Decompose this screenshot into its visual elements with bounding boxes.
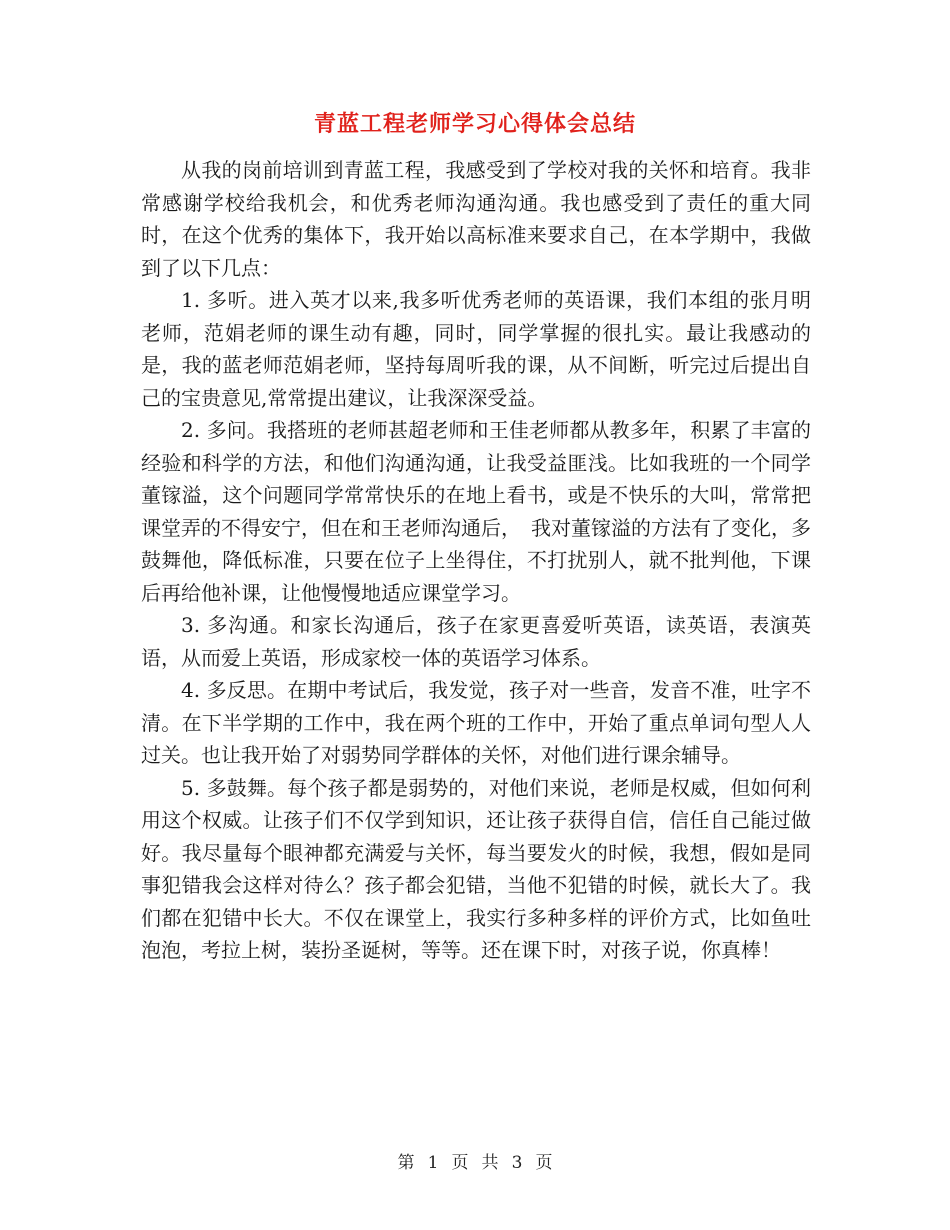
page-number-footer	[0, 1151, 950, 1175]
footer-current-page: 1	[427, 1153, 439, 1173]
point-listen-paragraph: 1. 多听。进入英才以来,我多听优秀老师的英语课，我们本组的张月明老师，范娟老师的课生动有趣，同时，同学掌握的很扎实。最让我感动的是，我的蓝老师范娟老师，坚持每周听我的课，从不间断，听完过后提出自己的宝贵意见,常常提出建议，让我深深受益。	[141, 288, 811, 410]
footer-total-pages: 3	[511, 1153, 523, 1173]
footer-total-label: 共	[481, 1153, 499, 1173]
footer-page-label: 页	[451, 1153, 469, 1173]
point-ask-paragraph: 2. 多问。我搭班的老师甚超老师和王佳老师都从教多年，积累了丰富的经验和科学的方法，和他们沟通沟通，让我受益匪浅。比如我班的一个同学董镓溢，这个问题同学常常快乐的在地上看书，或是不快乐的大叫，常常把课堂弄的不得安宁，但在和王老师沟通后， 我对董镓溢的方法有了变化，多鼓舞他，降低标准，只要在位子上坐得住，不打扰别人，就不批判他，下课后再给他补课，让他慢慢地适应课堂学习。	[141, 418, 811, 605]
footer-prefix: 第	[397, 1153, 415, 1173]
point-encourage-paragraph: 5. 多鼓舞。每个孩子都是弱势的，对他们来说，老师是权威，但如何利用这个权威。让孩子们不仅学到知识，还让孩子获得自信，信任自己能过做好。我尽量每个眼神都充满爱与关怀，每当要发火的时候，我想，假如是同事犯错我会这样对待么？孩子都会犯错，当他不犯错的时候，就长大了。我们都在犯错中长大。不仅在课堂上，我实行多种多样的评价方式，比如鱼吐泡泡，考拉上树，装扮圣诞树，等等。还在课下时，对孩子说，你真棒！	[141, 775, 811, 962]
point-communicate-paragraph: 3. 多沟通。和家长沟通后，孩子在家更喜爱听英语，读英语，表演英语，从而爱上英语，形成家校一体的英语学习体系。	[141, 613, 811, 670]
document-body	[141, 154, 811, 967]
document-title: 青蓝工程老师学习心得体会总结	[313, 111, 636, 137]
point-reflect-paragraph: 4. 多反思。在期中考试后，我发觉，孩子对一些音，发音不准，吐字不清。在下半学期的工作中，我在两个班的工作中，开始了重点单词句型人人过关。也让我开始了对弱势同学群体的关怀，对他们进行课余辅导。	[141, 678, 811, 767]
intro-paragraph: 从我的岗前培训到青蓝工程，我感受到了学校对我的关怀和培育。我非常感谢学校给我机会，和优秀老师沟通沟通。我也感受到了责任的重大同时，在这个优秀的集体下，我开始以高标准来要求自己，在本学期中，我做到了以下几点：	[141, 158, 811, 280]
footer-page-end-label: 页	[535, 1153, 553, 1173]
